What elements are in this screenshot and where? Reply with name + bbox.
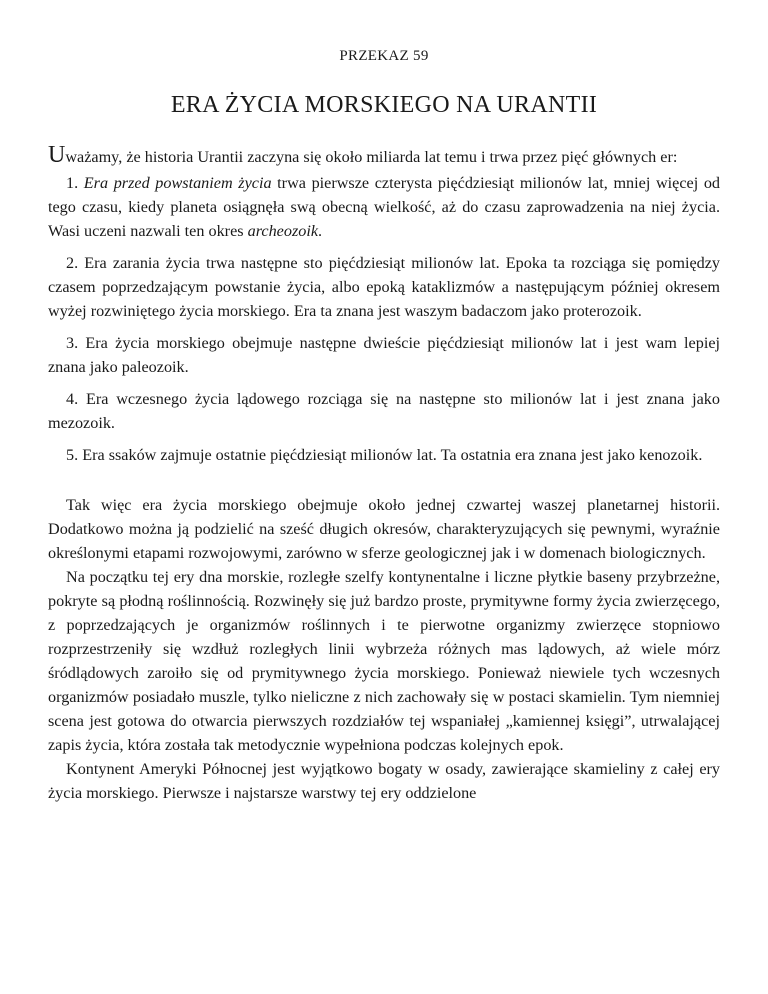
era-number: 5. [66,446,79,464]
era-text: Era życia morskiego obejmuje następne dwieście pięćdziesiąt milionów lat i jest wam lepiej znana jako paleozoik. [48,334,721,376]
era-item-2 [48,251,720,323]
era-number: 2. [66,254,79,272]
era-text: trwa pierwsze czterysta pięćdziesiąt milionów lat, mniej więcej od tego czasu, kiedy planeta osiągnęła swą obecną wielkość, aż do czasu zaprowadzenia na niej życia. Wasi uczeni nazwali ten okres [48,174,721,240]
era-term-italic: archeozoik [247,222,319,240]
era-name-italic: Era przed powstaniem życia [83,174,272,192]
era-item-4 [48,387,720,435]
era-item-1 [48,171,720,243]
paper-number: PRZEKAZ 59 [339,48,429,64]
era-number: 3. [66,334,79,352]
era-text-end: . [318,222,323,240]
era-text: Era zarania życia trwa następne sto pięćdziesiąt milionów lat. Epoka ta rozciąga się pomiędzy czasem poprzedzającym powstanie życia, albo epoką kataklizmów a następującym później okresem wyżej rozwiniętego życia morskiego. Era ta znana jest waszym badaczom jako proterozoik. [48,254,720,320]
era-number: 1. [66,174,79,192]
drop-cap: U [48,142,66,168]
eras-list [48,171,720,467]
era-text: Era wczesnego życia lądowego rozciąga się na następne sto milionów lat i jest znana jako mezozoik. [48,390,720,432]
era-text: Era ssaków zajmuje ostatnie pięćdziesiąt milionów lat. Ta ostatnia era znana jest jako kenozoik. [82,446,703,464]
body-paragraph-3: Kontynent Ameryki Północnej jest wyjątkowo bogaty w osady, zawierające skamieliny z całej ery życia morskiego. Pierwsze i najstarsze warstwy tej ery oddzielone [48,760,720,802]
era-item-5 [48,443,720,467]
intro-text: ważamy, że historia Urantii zaczyna się około miliarda lat temu i trwa przez pięć głównych er: [65,148,678,166]
body-paragraph-2: Na początku tej ery dna morskie, rozległe szelfy kontynentalne i liczne płytkie baseny przybrzeżne, pokryte są płodną roślinnością. Rozwinęły się już bardzo proste, prymitywne formy życia zwierzęcego, z poprzedzających je organizmów roślinnych i te pierwotne organizmy zwierzęce stopniowo rozprzestrzeniły się wzdłuż rozległych linii wybrzeża różnych mas lądowych, aż wiele mórz śródlądowych zaroiło się od prymitywnego życia morskiego. Ponieważ niewiele tych wczesnych organizmów posiadało muszle, tylko nieliczne z nich zachowały się w postaci skamielin. Tym niemniej scena jest gotowa do otwarcia pierwszych rozdziałów tej wspaniałej „kamiennej księgi”, utrwalającej zapis życia, która została tak metodycznie wypełniona podczas kolejnych epok. [48,568,720,754]
era-item-3 [48,331,720,379]
body-paragraph-1: Tak więc era życia morskiego obejmuje około jednej czwartej waszej planetarnej historii. Dodatkowo można ją podzielić na sześć długich okresów, charakteryzujących się pewnymi, wyraźnie określonymi etapami rozwojowymi, zarówno w sferze geologicznej jak i w domenach biologicznych. [48,496,720,562]
intro-paragraph [48,143,720,169]
era-number: 4. [66,390,79,408]
body-text [48,493,720,805]
document-page [48,0,720,805]
paper-title: ERA ŻYCIA MORSKIEGO NA URANTII [170,92,598,118]
